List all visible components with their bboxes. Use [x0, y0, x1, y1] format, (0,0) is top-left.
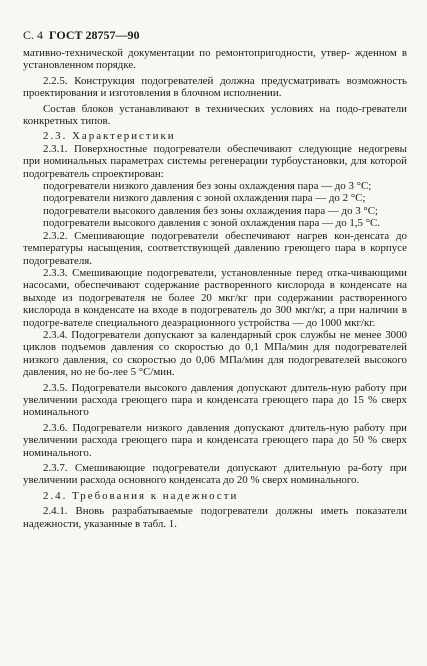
standard-designation: ГОСТ 28757—90 — [49, 28, 140, 42]
clause-2-3-3: 2.3.3. Смешивающие подогреватели, установленные перед отка-чивающими насосами, обеспечивают содержание растворенного кислорода в конденсате на выходе из подогревателя не более 20 мкг/кг при содержании растворенного кислорода в конденсате на входе в подогреватель до 300 мкг/кг, а при наличии в подогре-вателе специального деаэрационного устройства — до 1000 мкг/кг. — [23, 266, 407, 329]
list-item-hp-cooling: подогреватели высокого давления с зоной охлаждения пара — до 1,5 °С. — [43, 217, 381, 230]
clause-2-3-2: 2.3.2. Смешивающие подогреватели обеспечивают нагрев кон-денсата до температуры насыщения, соответствующей давлению греющего пара в корпусе подогревателя. — [23, 229, 407, 267]
paragraph-continuation: мативно-технической документации по ремонтопригодности, утвер- жденном в установленном порядке. — [23, 47, 407, 72]
page-number: С. 4 — [23, 28, 44, 42]
section-heading-characteristics: 2.3. Характеристики — [43, 130, 176, 143]
clause-2-3-4: 2.3.4. Подогреватели допускают за календарный срок службы не менее 3000 циклов подъемов давления со скоростью до 0,1 МПа/мин для подогревателей низкого давления, со скоростью до 0,06 МПа/мин для подогревателей высокого давления, но не бо-лее 5 °С/мин. — [23, 328, 407, 379]
list-item-lp-cooling: подогреватели низкого давления с зоной охлаждения пара — до 2 °С; — [43, 192, 366, 205]
clause-2-2-5: 2.2.5. Конструкция подогревателей должна предусматривать возможность проектирования и изготовления в блочном исполнении. — [23, 74, 407, 100]
paragraph-block-composition: Состав блоков устанавливают в технических условиях на подо-греватели конкретных типов. — [23, 102, 407, 128]
clause-2-3-7: 2.3.7. Смешивающие подогреватели допускают длительную ра-боту при увеличении расхода основного конденсата до 20 % сверх номинального. — [23, 462, 407, 487]
clause-2-3-1: 2.3.1. Поверхностные подогреватели обеспечивают следующие недогревы при номинальных параметрах системы регенерации турбоустановки, для которой подогреватель спроектирован: — [23, 142, 407, 180]
document-body — [23, 47, 407, 530]
page-header — [23, 28, 407, 42]
clause-2-3-5: 2.3.5. Подогреватели высокого давления допускают длитель-ную работу при увеличении расхода греющего пара и конденсата греющего пара до 15 % сверх номинального — [23, 381, 407, 419]
list-item-lp-no-cooling: подогреватели низкого давления без зоны охлаждения пара — до 3 °С; — [43, 180, 372, 193]
clause-2-4-1: 2.4.1. Вновь разрабатываемые подогреватели должны иметь показатели надежности, указанные в табл. 1. — [23, 505, 407, 530]
list-item-hp-no-cooling: подогреватели высокого давления без зоны охлаждения пара — до 3 °С; — [43, 204, 379, 217]
clause-2-3-6: 2.3.6. Подогреватели низкого давления допускают длитель-ную работу при увеличении расхода греющего пара и конденсата греющего пара до 50 % сверх номинального. — [23, 421, 407, 459]
section-heading-reliability: 2.4. Требования к надежности — [43, 489, 239, 502]
